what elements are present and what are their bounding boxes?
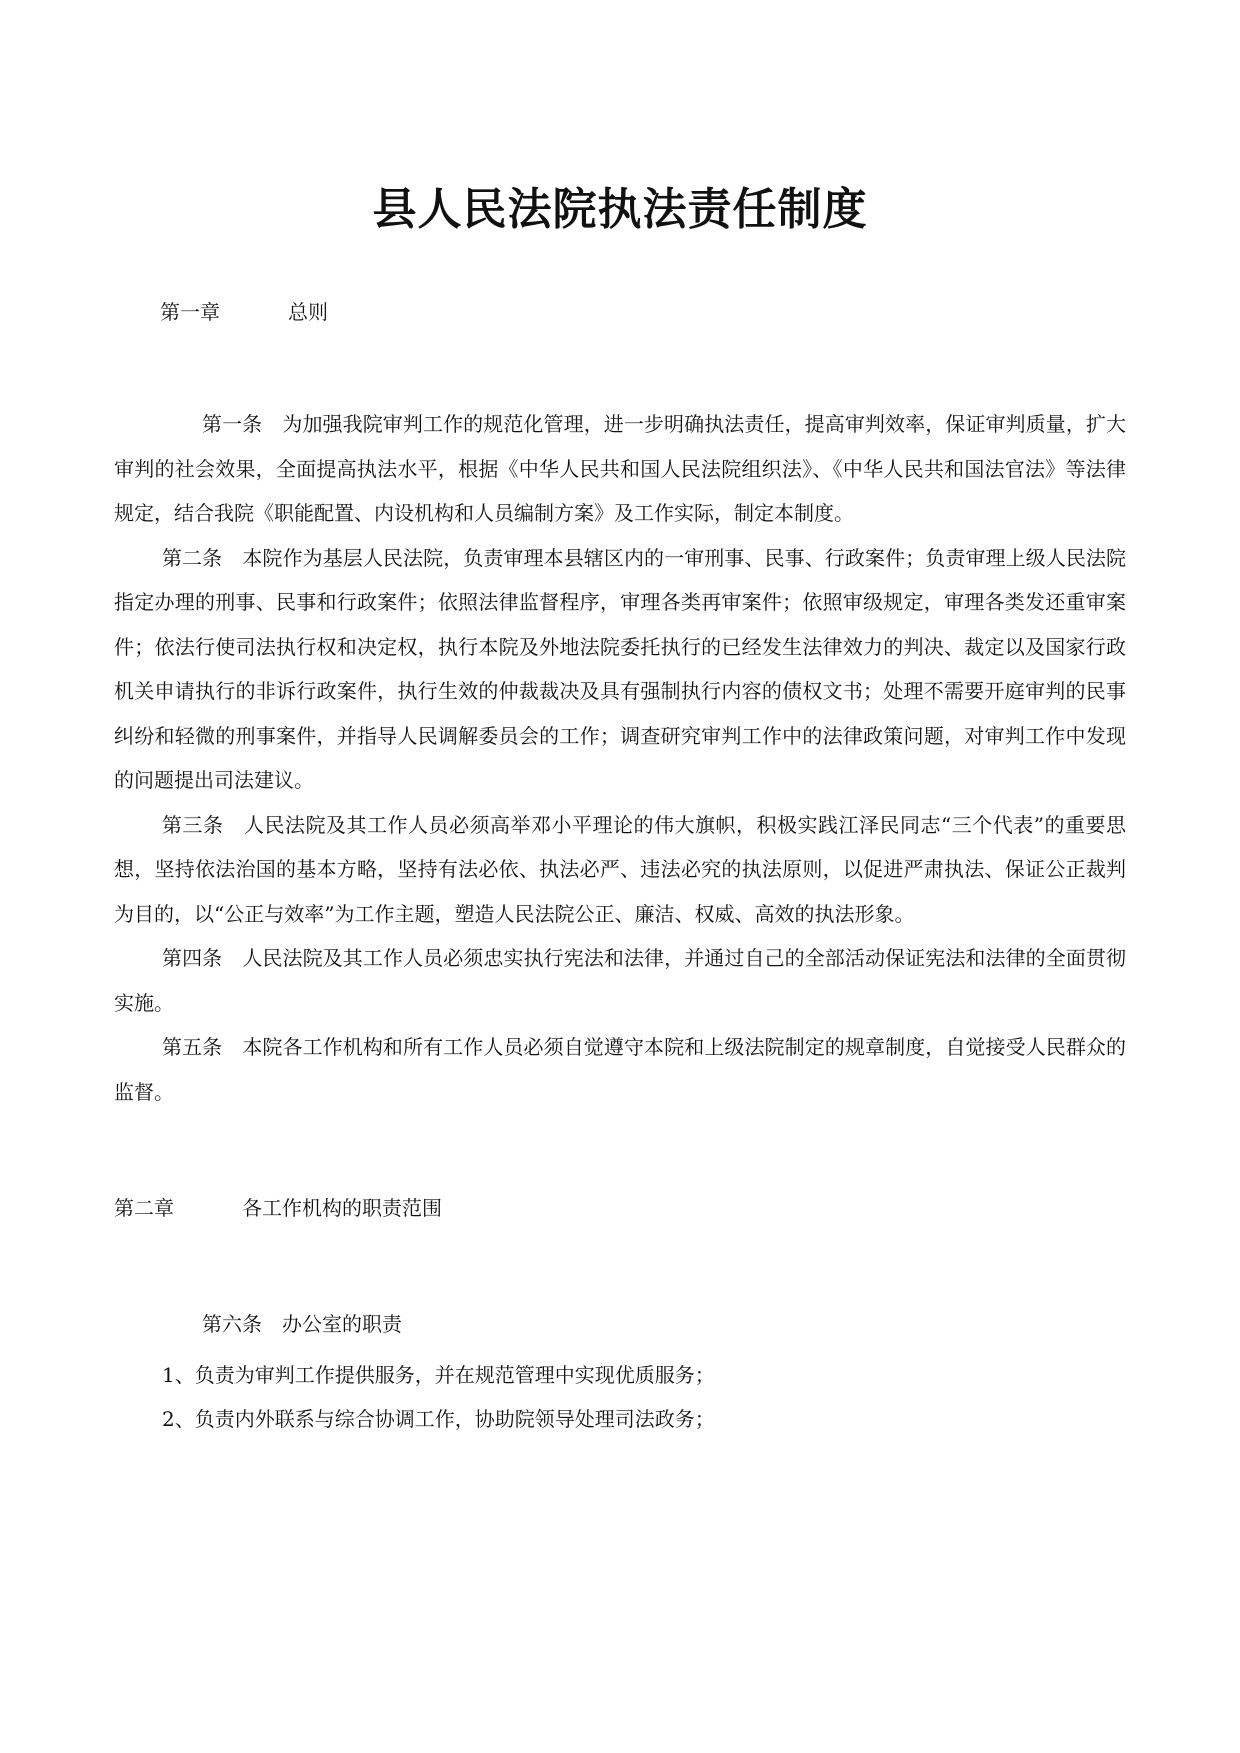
article-3: 第三条 人民法院及其工作人员必须高举邓小平理论的伟大旗帜，积极实践江泽民同志“三个代表”的重要思想，坚持依法治国的基本方略，坚持有法必依、执法必严、违法必究的执法原则，以促进严肃执法、保证公正裁判为目的，以“公正与效率”为工作主题，塑造人民法院公正、廉洁、权威、高效的执法形象。 [114,812,1126,926]
chapter-1-label: 第一章 [160,300,220,324]
article-6-section [114,1302,1126,1442]
article-1: 第一条 为加强我院审判工作的规范化管理，进一步明确执法责任，提高审判效率，保证审判质量，扩大审判的社会效果，全面提高执法水平，根据《中华人民共和国人民法院组织法》、《中华人民共和国法官法》等法律规定，结合我院《职能配置、内设机构和人员编制方案》及工作实际，制定本制度。 [114,412,1126,525]
article-2: 第二条 本院作为基层人民法院，负责审理本县辖区内的一审刑事、民事、行政案件；负责审理上级人民法院指定办理的刑事、民事和行政案件；依照法律监督程序，审理各类再审案件；依照审级规定，审理各类发还重审案件；依法行使司法执行权和决定权，执行本院及外地法院委托执行的已经发生法律效力的判决、裁定以及国家行政机关申请执行的非诉行政案件，执行生效的仲裁裁决及具有强制执行内容的债权文书；处理不需要开庭审判的民事纠纷和轻微的刑事案件，并指导人民调解委员会的工作；调查研究审判工作中的法律政策问题，对审判工作中发现的问题提出司法建议。 [114,545,1126,792]
chapter-1-body [114,402,1126,1114]
article-4: 第四条 人民法院及其工作人员必须忠实执行宪法和法律，并通过自己的全部活动保证宪法和法律的全面贯彻实施。 [114,946,1126,1015]
article-6-item: 1、负责为审判工作提供服务，并在规范管理中实现优质服务； [162,1362,715,1387]
chapter-2-heading [114,1193,442,1223]
article-6-heading: 第六条 办公室的职责 [202,1312,402,1336]
article-5: 第五条 本院各工作机构和所有工作人员必须自觉遵守本院和上级法院制定的规章制度，自觉接受人民群众的监督。 [114,1035,1126,1104]
chapter-2-label: 第二章 [114,1196,174,1220]
chapter-1-heading [160,297,328,327]
chapter-1-name: 总则 [288,300,328,324]
article-6-item: 2、负责内外联系与综合协调工作，协助院领导处理司法政务； [162,1407,715,1431]
document-title: 县人民法院执法责任制度 [372,184,868,235]
chapter-2-name: 各工作机构的职责范围 [242,1196,442,1220]
